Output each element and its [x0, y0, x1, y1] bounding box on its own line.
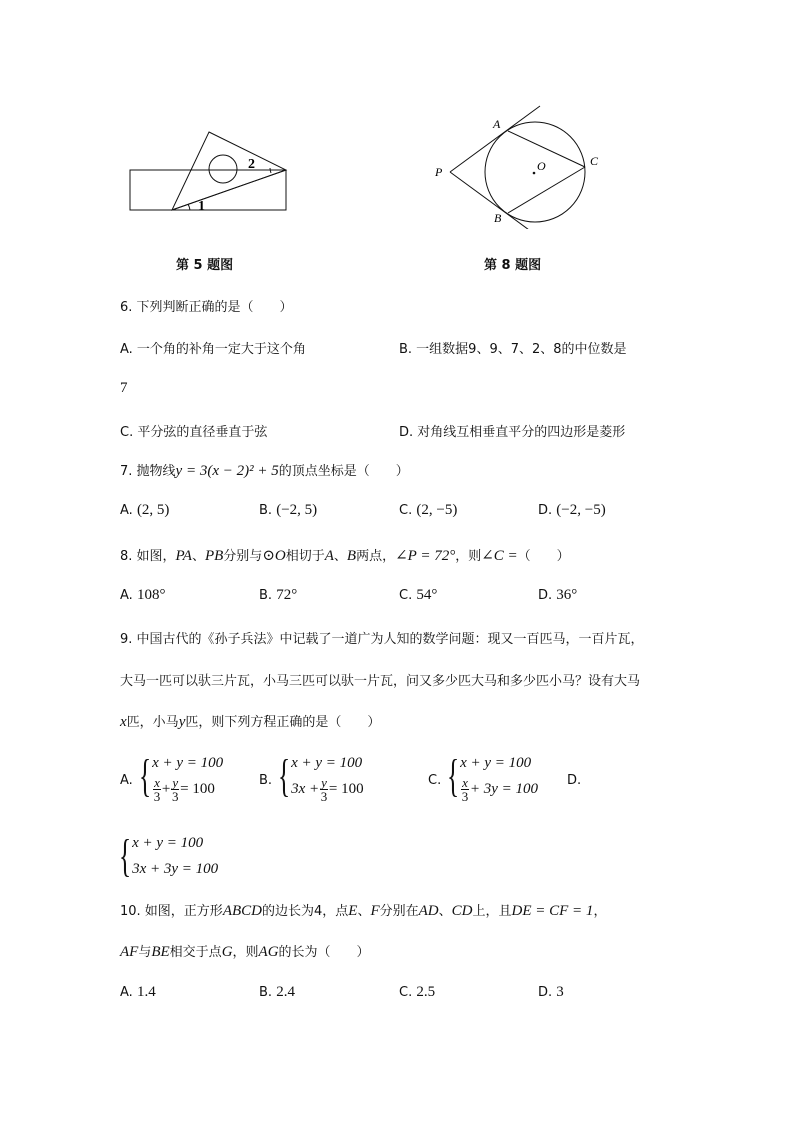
- q8-d-label: D.: [538, 588, 553, 603]
- q10-point-e: E: [348, 903, 358, 919]
- q9-a-frac1-num: x: [154, 774, 160, 790]
- q10-c-label: C.: [399, 985, 413, 1000]
- q9-option-a-system: [134, 750, 223, 802]
- q9-a-label: A.: [120, 773, 133, 788]
- q7-d-label: D.: [538, 503, 553, 518]
- q6-option-c: C. 平分弦的直径垂直于弦: [120, 425, 268, 440]
- q6-option-a: A. 一个角的补角一定大于这个角: [120, 342, 306, 357]
- q7-option-a: [120, 502, 169, 519]
- q8-b-value: 72°: [276, 587, 298, 603]
- fig8-label-c: C: [590, 154, 599, 168]
- q9-c-label: C.: [428, 773, 442, 788]
- q8-pa: PA: [175, 548, 192, 564]
- q10-option-a: [120, 984, 156, 1001]
- q10-stem-8: ，则: [232, 945, 259, 960]
- q9-a-plus: +: [161, 780, 171, 797]
- q6-option-b-continued: 7: [120, 380, 128, 396]
- q9-b-rhs: = 100: [328, 780, 364, 797]
- q8-stem: [120, 545, 570, 565]
- q8-option-b: [259, 587, 297, 604]
- q10-stem-2: 的边长为4，点: [261, 904, 349, 919]
- q8-pb: PB: [204, 548, 224, 564]
- q8-stem-3: 相切于: [285, 549, 325, 564]
- q8-angle-c: ∠C =: [481, 548, 518, 564]
- fig5-circle: [209, 155, 237, 183]
- q6-option-d: D. 对角线互相垂直平分的四边形是菱形: [399, 425, 626, 440]
- q8-sep2: 、: [333, 549, 347, 564]
- q10-stem-1: 10. 如图，正方形: [120, 904, 223, 919]
- q10-line-af: AF: [120, 944, 139, 960]
- q8-sep1: 、: [191, 549, 205, 564]
- q9-d-eq1: x + y = 100: [132, 834, 204, 851]
- q9-a-rhs: = 100: [180, 780, 215, 797]
- fig8-label-b: B: [494, 211, 502, 225]
- q8-circle-o: ⊙O: [262, 548, 286, 564]
- q9-line-2: 大马一匹可以驮三片瓦，小马三匹可以驮一片瓦，问又多少匹大马和多少匹小马？设有大马: [120, 674, 641, 689]
- figure-8: [428, 104, 618, 229]
- q10-option-b: [259, 984, 295, 1001]
- q9-d-brace: {: [118, 830, 132, 881]
- q10-point-f: F: [370, 903, 380, 919]
- q9-c-brace: {: [446, 750, 460, 801]
- q8-angle-p: ∠P = 72°: [395, 548, 456, 564]
- q7-c-label: C.: [399, 503, 413, 518]
- q10-stem-4: 上，且: [472, 904, 512, 919]
- q9-c-frac-den: 3: [461, 788, 469, 804]
- q10-stem-9: 的长为（ ）: [278, 945, 370, 960]
- q9-a-eq2: [152, 776, 223, 802]
- q10-line-1: [120, 900, 606, 920]
- q8-point-a: A: [324, 548, 334, 564]
- q7-b-label: B.: [259, 503, 273, 518]
- fig5-label-2: 2: [248, 157, 255, 172]
- q10-a-value: 1.4: [136, 984, 156, 1000]
- fig5-caption: 第 5 题图: [176, 258, 234, 273]
- q7-stem: [120, 460, 409, 480]
- q8-stem-1: 8. 如图，: [120, 549, 176, 564]
- q8-stem-4: 两点，: [356, 549, 396, 564]
- q10-equation: DE = CF = 1: [511, 903, 594, 919]
- q10-b-value: 2.4: [276, 984, 295, 1000]
- q9-option-d-system: [114, 830, 218, 882]
- q9-b-brace: {: [277, 750, 291, 801]
- q9-c-eq2: [460, 776, 538, 802]
- q9-a-frac2-num: y: [172, 774, 179, 790]
- q9-b-label: B.: [259, 773, 273, 788]
- q9-line-1: 9. 中国古代的《孙子兵法》中记载了一道广为人知的数学问题：现又一百匹马，一百片瓦，: [120, 632, 644, 647]
- fig5-long-line: [172, 170, 286, 210]
- q9-b-frac-den: 3: [320, 788, 328, 804]
- q9-b-eq1: x + y = 100: [291, 754, 363, 771]
- q10-stem-6: 与: [138, 945, 152, 960]
- fig8-label-o: O: [537, 159, 546, 173]
- q8-d-value: 36°: [556, 587, 578, 603]
- q8-c-label: C.: [399, 588, 413, 603]
- q9-a-frac2-den: 3: [171, 788, 179, 804]
- q7-a-value: (2, 5): [136, 502, 170, 518]
- q7-b-value: (−2, 5): [276, 502, 318, 518]
- q7-a-label: A.: [120, 503, 133, 518]
- q8-stem-6: （ ）: [517, 549, 570, 564]
- q9-line-3: [120, 711, 380, 731]
- fig5-triangle: [172, 132, 286, 210]
- q9-c-eq1: x + y = 100: [460, 754, 532, 771]
- q10-d-label: D.: [538, 985, 553, 1000]
- q10-option-c: [399, 984, 435, 1001]
- fig5-label-1: 1: [198, 199, 205, 214]
- q9-b-eq2: [291, 776, 364, 802]
- q10-segment-ag: AG: [258, 944, 279, 960]
- q10-sep2: 、: [438, 904, 452, 919]
- fig8-label-a: A: [493, 117, 501, 131]
- fig8-circle: [485, 122, 585, 222]
- q9-b-frac-num: y: [321, 774, 327, 790]
- q8-b-label: B.: [259, 588, 273, 603]
- q7-formula: y = 3(x − 2)² + 5: [175, 463, 279, 479]
- q10-d-value: 3: [556, 984, 564, 1000]
- q10-side-ad: AD: [418, 903, 439, 919]
- q8-option-d: [538, 587, 577, 604]
- fig5-angle-arc-1: [188, 204, 190, 210]
- fig8-label-p: P: [435, 165, 443, 179]
- q8-c-value: 54°: [416, 587, 438, 603]
- q10-a-label: A.: [120, 985, 133, 1000]
- q9-b-lead: 3x +: [291, 780, 320, 797]
- q10-stem-5: ，: [593, 904, 607, 919]
- q10-sep: 、: [357, 904, 371, 919]
- q7-prefix: 7. 抛物线: [120, 464, 176, 479]
- q9-a-eq1: x + y = 100: [152, 754, 224, 771]
- figure-5: [120, 120, 310, 220]
- q10-c-value: 2.5: [416, 984, 436, 1000]
- q10-b-label: B.: [259, 985, 273, 1000]
- q9-a-brace: {: [138, 750, 152, 801]
- q9-line3-b: 匹，则下列方程正确的是（ ）: [185, 715, 381, 730]
- q6-stem: 6. 下列判断正确的是（ ）: [120, 300, 293, 315]
- q8-a-label: A.: [120, 588, 133, 603]
- q9-line3-a: 匹，小马: [126, 715, 179, 730]
- q9-c-tail: + 3y = 100: [469, 780, 539, 797]
- q9-option-c-system: [442, 750, 538, 802]
- q7-suffix: 的顶点坐标是（ ）: [278, 464, 409, 479]
- q10-stem-3: 分别在: [379, 904, 419, 919]
- q9-var-y: y: [178, 714, 186, 730]
- fig8-center-point: [533, 172, 536, 175]
- q8-option-a: [120, 587, 165, 604]
- q10-stem-7: 相交于点: [169, 945, 222, 960]
- q9-d-eq2: 3x + 3y = 100: [132, 860, 219, 877]
- q10-square-abcd: ABCD: [222, 903, 262, 919]
- q9-option-b-system: [273, 750, 364, 802]
- q7-option-b: [259, 502, 317, 519]
- q7-c-value: (2, −5): [416, 502, 458, 518]
- fig5-rectangle: [130, 170, 286, 210]
- fig8-chord-ac: [508, 131, 585, 167]
- fig8-chord-bc: [508, 167, 585, 213]
- q10-line-2: [120, 941, 370, 961]
- q8-a-value: 108°: [136, 587, 166, 603]
- q7-option-c: [399, 502, 457, 519]
- q7-option-d: [538, 502, 606, 519]
- q8-option-c: [399, 587, 437, 604]
- q8-point-b: B: [346, 548, 357, 564]
- q6-option-b: B. 一组数据9、9、7、2、8的中位数是: [399, 342, 627, 357]
- fig8-caption: 第 8 题图: [484, 258, 542, 273]
- q10-line-be: BE: [151, 944, 170, 960]
- q8-stem-2: 分别与: [223, 549, 263, 564]
- q8-stem-5: ，则: [455, 549, 482, 564]
- q9-d-label: D.: [567, 773, 582, 788]
- q9-a-frac1-den: 3: [153, 788, 161, 804]
- q10-side-cd: CD: [451, 903, 473, 919]
- q9-c-frac-num: x: [462, 774, 468, 790]
- fig8-tangent-pa: [450, 106, 540, 172]
- q10-option-d: [538, 984, 564, 1001]
- q10-point-g: G: [221, 944, 233, 960]
- q9-var-x: x: [120, 714, 127, 730]
- q7-d-value: (−2, −5): [556, 502, 606, 518]
